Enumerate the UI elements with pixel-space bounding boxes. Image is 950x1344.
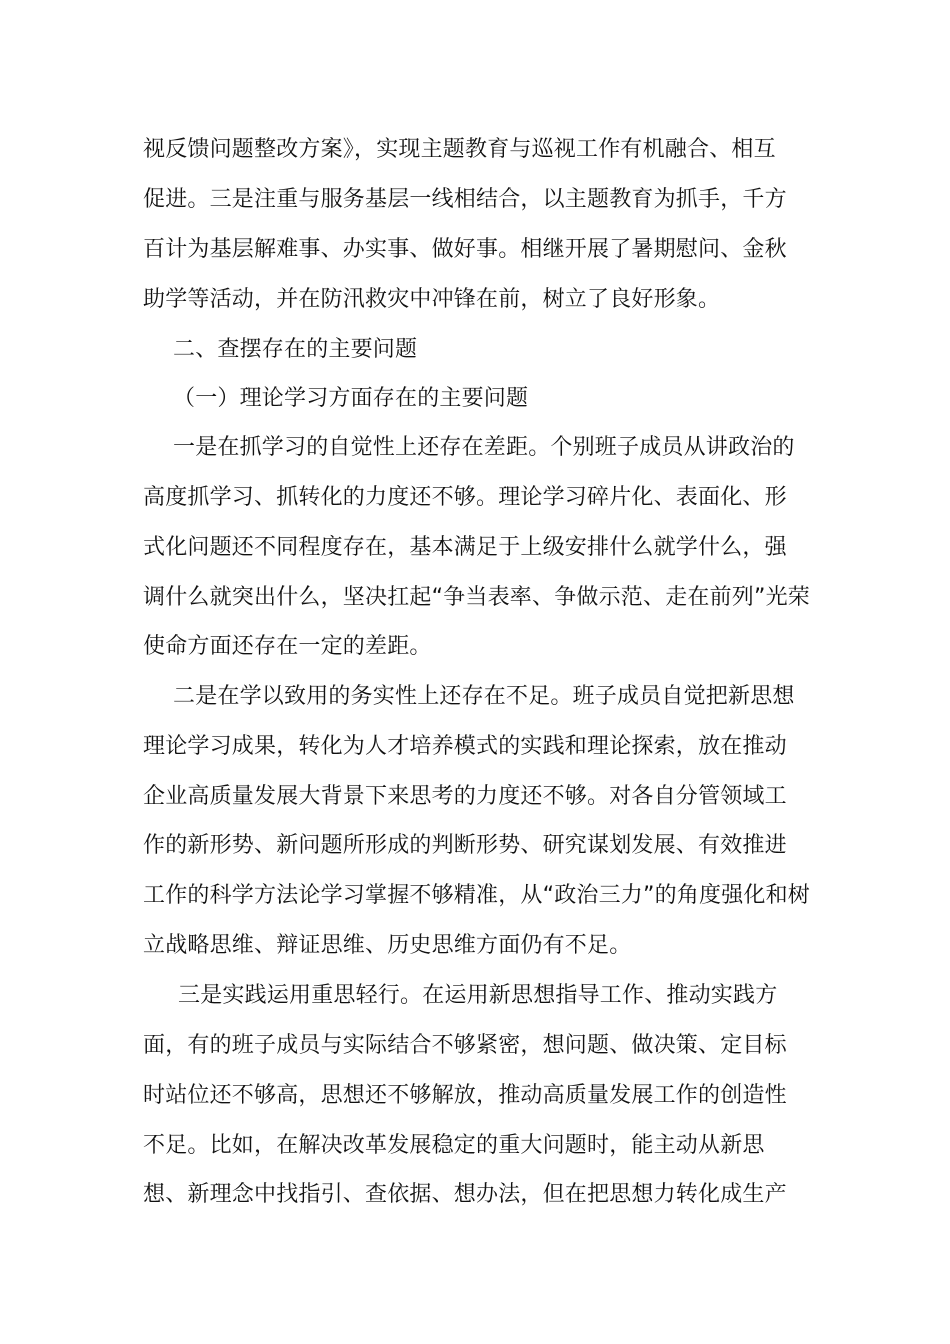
paragraph-first-line: 一是在抓学习的自觉性上还存在差距。个别班子成员从讲政治的 xyxy=(173,435,795,460)
text-line: 作的新形势、新问题所形成的判断形势、研究谋划发展、有效推进 xyxy=(143,833,787,858)
text-line: 工作的科学方法论学习掌握不够精准，从“政治三力”的角度强化和树 xyxy=(143,883,810,908)
text-line: 高度抓学习、抓转化的力度还不够。理论学习碎片化、表面化、形 xyxy=(143,485,787,510)
text-line: 促进。三是注重与服务基层一线相结合，以主题教育为抓手，千方 xyxy=(143,187,787,212)
paragraph-first-line: 三是实践运用重思轻行。在运用新思想指导工作、推动实践方 xyxy=(178,983,778,1008)
text-line: 式化问题还不同程度存在，基本满足于上级安排什么就学什么，强 xyxy=(143,535,787,560)
text-line: 面，有的班子成员与实际结合不够紧密，想问题、做决策、定目标 xyxy=(143,1033,787,1058)
text-line: 百计为基层解难事、办实事、做好事。相继开展了暑期慰问、金秋 xyxy=(143,237,787,262)
text-line: 调什么就突出什么，坚决扛起“争当表率、争做示范、走在前列”光荣 xyxy=(143,585,810,610)
text-line: 立战略思维、辩证思维、历史思维方面仍有不足。 xyxy=(143,933,632,958)
text-line: 助学等活动，并在防汛救灾中冲锋在前，树立了良好形象。 xyxy=(143,287,721,312)
text-line: 理论学习成果，转化为人才培养模式的实践和理论探索，放在推动 xyxy=(143,734,787,759)
text-line: 企业高质量发展大背景下来思考的力度还不够。对各自分管领域工 xyxy=(143,784,787,809)
subsection-heading: （一）理论学习方面存在的主要问题 xyxy=(173,386,529,411)
text-line: 不足。比如，在解决改革发展稳定的重大问题时，能主动从新思 xyxy=(143,1133,765,1158)
text-line: 想、新理念中找指引、查依据、想办法，但在把思想力转化成生产 xyxy=(143,1182,787,1207)
paragraph-first-line: 二是在学以致用的务实性上还存在不足。班子成员自觉把新思想 xyxy=(173,684,795,709)
text-line: 时站位还不够高，思想还不够解放，推动高质量发展工作的创造性 xyxy=(143,1083,787,1108)
text-line: 使命方面还存在一定的差距。 xyxy=(143,634,432,659)
text-line: 视反馈问题整改方案》，实现主题教育与巡视工作有机融合、相互 xyxy=(143,137,776,162)
section-heading: 二、查摆存在的主要问题 xyxy=(173,337,418,362)
